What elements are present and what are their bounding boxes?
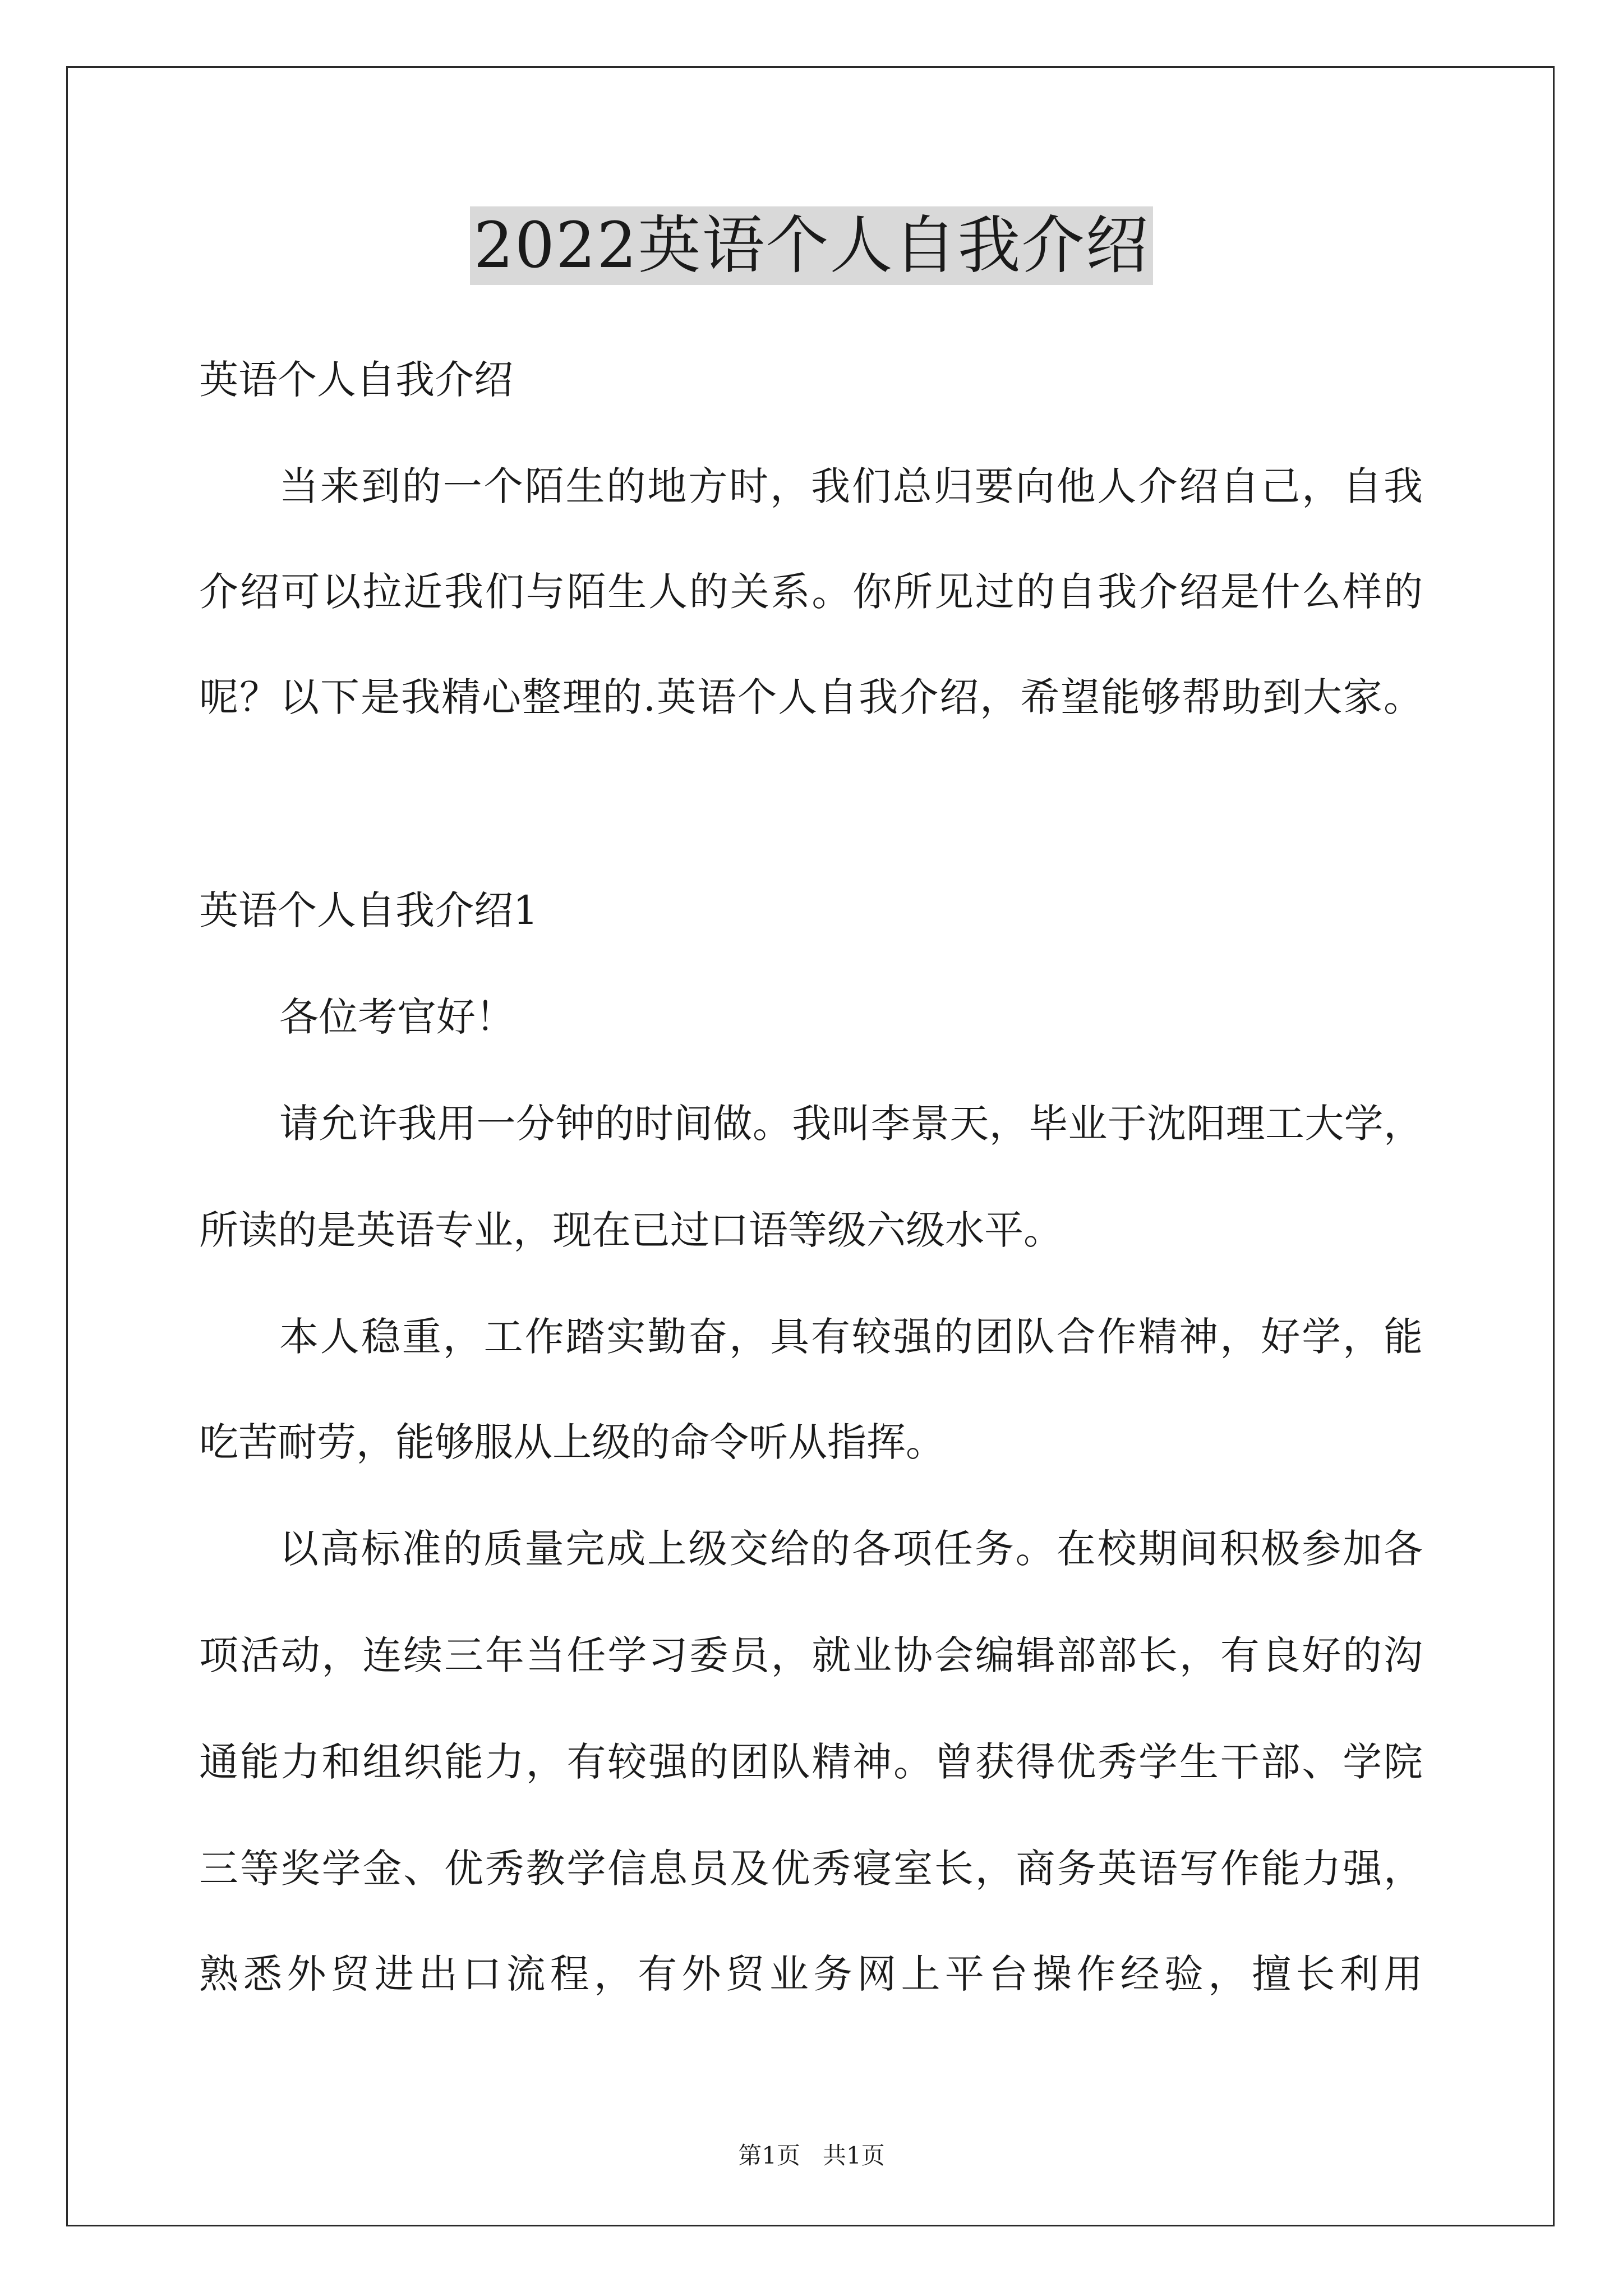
paragraph-line: 请允许我用一分钟的时间做。我叫李景天，毕业于沈阳理工大学， — [279, 1101, 1423, 1147]
section-heading: 英语个人自我介绍 — [199, 357, 513, 403]
document-title: 2022英语个人自我介绍 — [470, 206, 1152, 285]
paragraph-line: 呢？以下是我精心整理的.英语个人自我介绍，希望能够帮助到大家。 — [199, 674, 1423, 720]
paragraph-line: 各位考官好！ — [279, 994, 515, 1040]
paragraph-line: 三等奖学金、优秀教学信息员及优秀寝室长，商务英语写作能力强， — [199, 1846, 1423, 1892]
section-heading: 英语个人自我介绍1 — [199, 887, 538, 933]
paragraph-line: 本人稳重，工作踏实勤奋，具有较强的团队合作精神，好学，能 — [279, 1314, 1423, 1360]
paragraph-line: 介绍可以拉近我们与陌生人的关系。你所见过的自我介绍是什么样的 — [199, 569, 1423, 615]
paragraph-line: 通能力和组织能力，有较强的团队精神。曾获得优秀学生干部、学院 — [199, 1739, 1423, 1785]
paragraph-line: 吃苦耐劳，能够服从上级的命令听从指挥。 — [199, 1419, 945, 1465]
paragraph-line: 所读的是英语专业，现在已过口语等级六级水平。 — [199, 1207, 1063, 1253]
paragraph-line: 熟悉外贸进出口流程，有外贸业务网上平台操作经验，擅长利用 — [199, 1951, 1423, 1997]
paragraph-line: 当来到的一个陌生的地方时，我们总归要向他人介绍自己，自我 — [279, 463, 1423, 509]
paragraph-line: 以高标准的质量完成上级交给的各项任务。在校期间积极参加各 — [279, 1526, 1423, 1572]
page-footer: 第1页 共1页 — [738, 2142, 885, 2169]
paragraph-line: 项活动，连续三年当任学习委员，就业协会编辑部部长，有良好的沟 — [199, 1632, 1423, 1678]
document-title-wrap — [0, 206, 1623, 285]
